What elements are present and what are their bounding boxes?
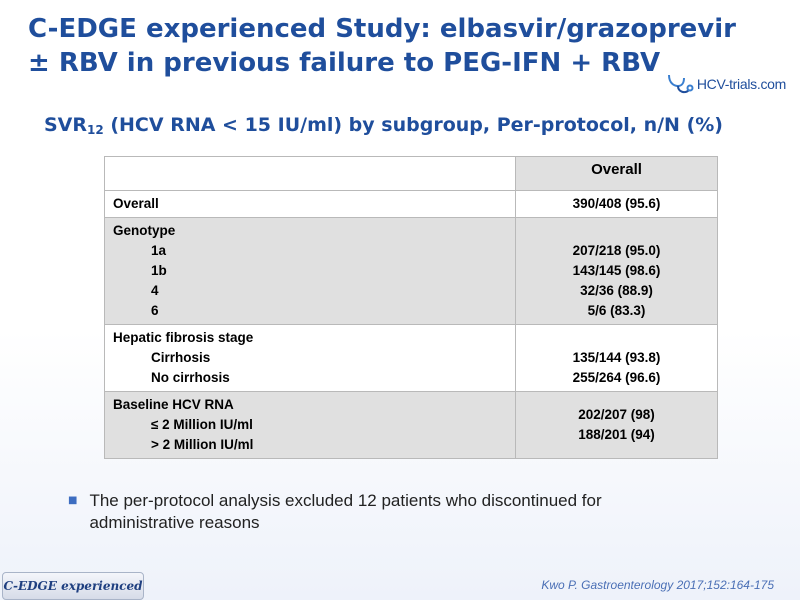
row-label-cell (105, 392, 516, 459)
table-header-label (105, 157, 516, 191)
row-label: Hepatic fibrosis stage (113, 330, 254, 345)
stethoscope-icon (665, 72, 695, 96)
table-row-baseline-rna (105, 392, 718, 459)
row-label-cell (105, 191, 516, 218)
subtitle-svr: SVR (44, 114, 88, 136)
bullet-point (68, 490, 669, 534)
subtitle-rest: (HCV RNA < 15 IU/ml) by subgroup, Per-protocol, n/N (%) (103, 114, 723, 136)
logo-text: HCV-trials.com (696, 76, 786, 92)
table-row-fibrosis (105, 325, 718, 392)
row-value: 188/201 (94) (578, 427, 655, 442)
row-value: 390/408 (95.6) (572, 196, 661, 211)
row-value: 255/264 (96.6) (572, 370, 661, 385)
row-value-cell (516, 325, 718, 392)
row-value: 135/144 (93.8) (572, 350, 661, 365)
bullet-text: The per-protocol analysis excluded 12 patients who discontinued for administrative reasons (89, 491, 602, 532)
row-sublabel: > 2 Million IU/ml (151, 437, 254, 452)
row-value-cell (516, 218, 718, 325)
table-row-overall (105, 191, 718, 218)
row-sublabel: 1a (151, 243, 167, 258)
study-badge: C-EDGE experienced (2, 572, 144, 600)
square-bullet-icon: ■ (68, 495, 78, 506)
row-sublabel: No cirrhosis (151, 370, 230, 385)
row-value-cell (516, 392, 718, 459)
slide-title-line-1: C-EDGE experienced Study: elbasvir/grazoprevir (28, 14, 736, 44)
row-value-cell (516, 191, 718, 218)
reference-citation: Kwo P. Gastroenterology 2017;152:164-175 (541, 578, 774, 592)
row-sublabel: 6 (151, 303, 159, 318)
row-label: Overall (113, 196, 159, 211)
row-value (524, 328, 709, 348)
row-sublabel: 1b (151, 263, 167, 278)
row-sublabel: Cirrhosis (151, 350, 211, 365)
slide-subtitle (44, 114, 723, 137)
table-header-overall: Overall (516, 157, 718, 191)
row-label-cell (105, 325, 516, 392)
row-sublabel: ≤ 2 Million IU/ml (151, 417, 253, 432)
table-row-genotype (105, 218, 718, 325)
slide-title (28, 12, 768, 80)
svr-table (104, 156, 718, 459)
row-value: 5/6 (83.3) (587, 303, 646, 318)
row-value: 202/207 (98) (578, 407, 655, 422)
row-label: Baseline HCV RNA (113, 397, 234, 412)
row-sublabel: 4 (151, 283, 159, 298)
row-value (524, 221, 709, 241)
table-header-row (105, 157, 718, 191)
subtitle-subscript: 12 (87, 123, 104, 137)
row-label: Genotype (113, 223, 176, 238)
row-label-cell (105, 218, 516, 325)
hcv-trials-logo (665, 72, 786, 96)
slide-title-line-2: ± RBV in previous failure to PEG-IFN + RBV (28, 48, 661, 78)
row-value: 32/36 (88.9) (580, 283, 653, 298)
row-value: 207/218 (95.0) (572, 243, 661, 258)
row-value: 143/145 (98.6) (572, 263, 661, 278)
